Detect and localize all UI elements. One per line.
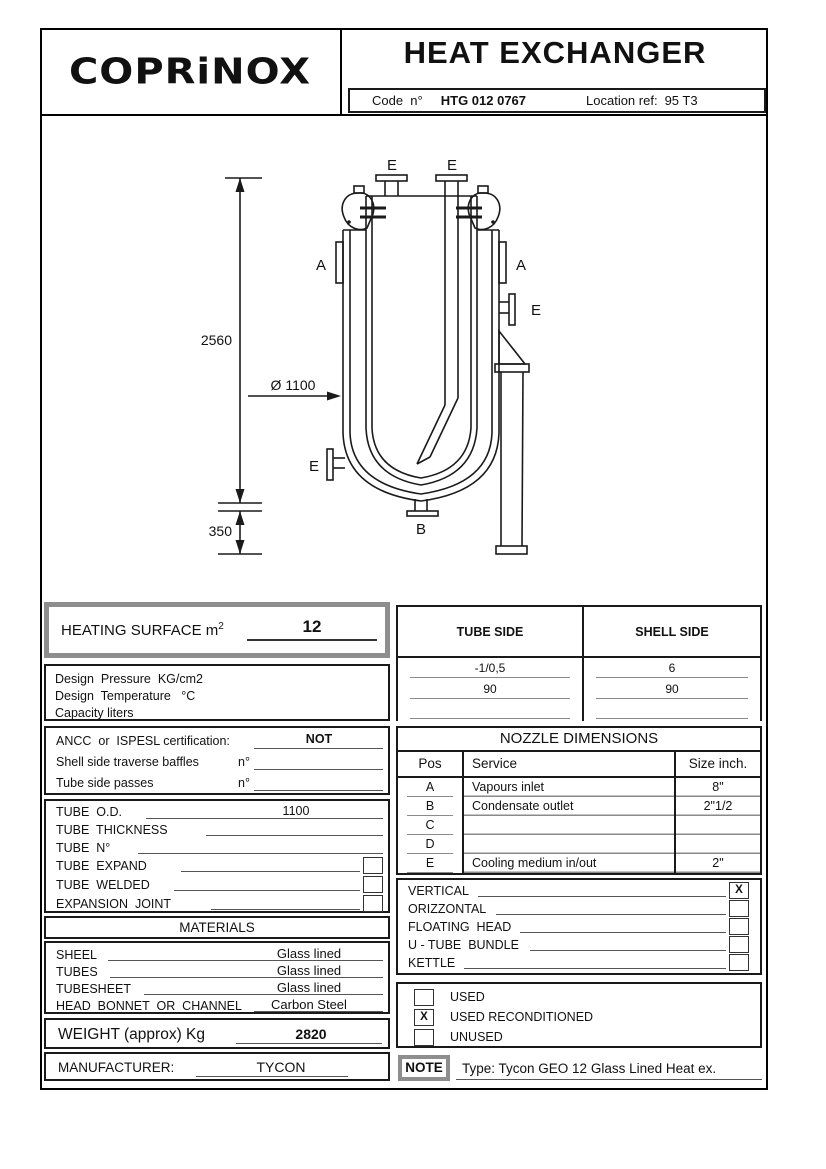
logo-cell [40, 28, 342, 116]
tube-welded-checkbox [363, 876, 383, 893]
weight-value: 2820 [295, 1026, 327, 1042]
location-label: Location ref: [586, 93, 658, 108]
dim-diameter: Ø 1100 [270, 377, 316, 393]
sheel-row [46, 945, 388, 962]
used-row [398, 987, 760, 1007]
heating-surface-sup: 2 [218, 621, 224, 632]
nozzle-service: Condensate outlet [464, 797, 674, 816]
nozzle-label-b: B [415, 521, 427, 538]
kettle-label: KETTLE [408, 956, 456, 970]
kettle-row [398, 953, 760, 971]
page-title: HEAT EXCHANGER [403, 35, 707, 70]
weight-label: WEIGHT (approx) Kg [58, 1026, 206, 1043]
u-tube-bundle-label: U - TUBE BUNDLE [408, 938, 519, 952]
used-checkbox [414, 989, 434, 1006]
tube-thickness-label: TUBE THICKNESS [56, 823, 168, 837]
used-reconditioned-label: USED RECONDITIONED [450, 1010, 594, 1024]
table-row [398, 700, 760, 721]
manufacturer-value: TYCON [256, 1059, 306, 1075]
certification-value: NOT [305, 732, 333, 746]
materials-box [44, 941, 390, 1014]
header [40, 28, 768, 116]
table-row [398, 679, 760, 700]
nozzle-service: Vapours inlet [464, 778, 674, 797]
tube-expand-label: TUBE EXPAND [56, 859, 147, 873]
unused-row [398, 1027, 760, 1047]
nozzle-table-head [398, 752, 760, 778]
shell-temperature-value: 90 [665, 682, 679, 696]
tube-number-label: TUBE N° [56, 841, 111, 855]
tube-thickness-row [46, 820, 388, 838]
expansion-joint-label: EXPANSION JOINT [56, 897, 172, 911]
orientation-box [396, 878, 762, 975]
nozzle-size [674, 816, 760, 835]
head-bonnet-row [46, 996, 388, 1013]
note-text: Type: Tycon GEO 12 Glass Lined Heat ex. [462, 1061, 717, 1076]
nozzle-size [674, 835, 760, 854]
expansion-joint-row [46, 894, 388, 913]
tubes-label: TUBES [56, 965, 98, 979]
condition-box [396, 982, 762, 1048]
heating-surface-value: 12 [247, 617, 377, 641]
u-tube-bundle-row [398, 935, 760, 953]
tubesheet-value: Glass lined [276, 980, 342, 995]
shell-pressure-value: 6 [668, 661, 676, 675]
tube-pressure-value: -1/0,5 [474, 661, 506, 675]
tube-details-box [44, 799, 390, 913]
vessel-drawing [40, 118, 768, 600]
passes-row [46, 772, 388, 793]
tube-welded-label: TUBE WELDED [56, 878, 150, 892]
col-header-service: Service [472, 756, 518, 771]
u-tube-bundle-checkbox [729, 936, 749, 953]
nozzle-pos: B [407, 797, 453, 816]
code-label: Code n° [372, 93, 423, 108]
col-header-pos: Pos [398, 752, 464, 776]
floating-head-label: FLOATING HEAD [408, 920, 512, 934]
vertical-checkbox: X [729, 882, 749, 899]
side-table-header [396, 605, 762, 658]
expansion-joint-checkbox [363, 895, 383, 912]
nozzle-row-e [398, 854, 760, 873]
tubesheet-row [46, 979, 388, 996]
sheel-label: SHEEL [56, 948, 97, 962]
nozzle-service: Cooling medium in/out [464, 854, 674, 873]
tube-od-row [46, 801, 388, 820]
nozzle-service [464, 816, 674, 835]
heating-surface-label: HEATING SURFACE $m^2$ [61, 621, 224, 639]
nozzle-label-a-right: A [515, 257, 527, 274]
orizzontal-row [398, 899, 760, 917]
note-badge: NOTE [398, 1055, 450, 1081]
weight-box [44, 1018, 390, 1049]
col-header-size: Size inch. [674, 752, 760, 776]
unused-checkbox [414, 1029, 434, 1046]
code-bar [348, 88, 766, 113]
floating-head-checkbox [729, 918, 749, 935]
used-reconditioned-checkbox: X [414, 1009, 434, 1026]
manufacturer-box [44, 1052, 390, 1081]
certification-label: ANCC or ISPESL certification: [56, 734, 230, 748]
tube-welded-row [46, 875, 388, 894]
used-label: USED [450, 990, 485, 1004]
title-cell [342, 28, 768, 116]
vertical-row [398, 880, 760, 899]
nozzle-label-e2: E [446, 157, 458, 174]
head-bonnet-value: Carbon Steel [271, 997, 347, 1012]
nozzle-row-d [398, 835, 760, 854]
nozzle-row-a [398, 778, 760, 797]
passes-label: Tube side passes [56, 776, 154, 790]
nozzle-pos: D [407, 835, 453, 854]
orizzontal-label: ORIZZONTAL [408, 902, 487, 916]
baffles-unit: n° [238, 755, 250, 769]
tube-od-label: TUBE O.D. [56, 805, 122, 819]
tube-expand-row [46, 856, 388, 875]
dim-bottom-height: 350 [208, 523, 232, 539]
tube-side-header: TUBE SIDE [456, 624, 524, 639]
shell-side-header: SHELL SIDE [635, 624, 709, 639]
nozzle-pos: C [407, 816, 453, 835]
design-box [44, 664, 390, 721]
code-value: HTG 012 0767 [440, 93, 527, 108]
materials-title: MATERIALS [44, 916, 390, 939]
coprinox-logo: COPRiNOX [68, 51, 312, 93]
nozzle-size: 2"1/2 [674, 797, 760, 816]
manufacturer-label: MANUFACTURER: [58, 1060, 175, 1075]
nozzle-pos: A [407, 778, 453, 797]
nozzle-size: 8" [674, 778, 760, 797]
baffles-label: Shell side traverse baffles [56, 755, 199, 769]
certification-box [44, 726, 390, 795]
nozzle-label-a-left: A [315, 257, 327, 274]
tube-number-row [46, 838, 388, 856]
tubes-row [46, 962, 388, 979]
dim-total-height: 2560 [200, 332, 232, 348]
certification-row [46, 728, 388, 751]
orizzontal-checkbox [729, 900, 749, 917]
unused-label: UNUSED [450, 1030, 503, 1044]
note-row [396, 1055, 762, 1082]
floating-head-row [398, 917, 760, 935]
baffles-row [46, 751, 388, 772]
nozzle-row-b [398, 797, 760, 816]
design-pressure-label: Design Pressure KG/cm2 [55, 672, 203, 686]
side-table-values [396, 658, 762, 721]
nozzle-label-e-right: E [530, 302, 542, 319]
nozzle-size: 2" [674, 854, 760, 873]
passes-unit: n° [238, 776, 250, 790]
nozzle-service [464, 835, 674, 854]
capacity-label: Capacity liters [55, 706, 134, 720]
nozzle-pos: E [407, 854, 453, 873]
design-temperature-label: Design Temperature °C [55, 689, 196, 703]
nozzle-row-c [398, 816, 760, 835]
head-bonnet-label: HEAD BONNET OR CHANNEL [56, 999, 242, 1013]
tubesheet-label: TUBESHEET [56, 982, 132, 996]
table-row [398, 658, 760, 679]
vertical-label: VERTICAL [408, 884, 469, 898]
heating-surface-box [44, 602, 390, 658]
used-reconditioned-row [398, 1007, 760, 1027]
nozzle-label-e-lower: E [308, 458, 320, 475]
tube-od-value: 1100 [282, 804, 310, 818]
location-value: 95 T3 [664, 93, 698, 108]
kettle-checkbox [729, 954, 749, 971]
nozzle-table-title: NOZZLE DIMENSIONS [398, 728, 760, 752]
nozzle-label-e1: E [386, 157, 398, 174]
tubes-value: Glass lined [276, 963, 342, 978]
sheel-value: Glass lined [276, 946, 342, 961]
tube-expand-checkbox [363, 857, 383, 874]
tube-temperature-value: 90 [483, 682, 497, 696]
nozzle-table [396, 726, 762, 875]
